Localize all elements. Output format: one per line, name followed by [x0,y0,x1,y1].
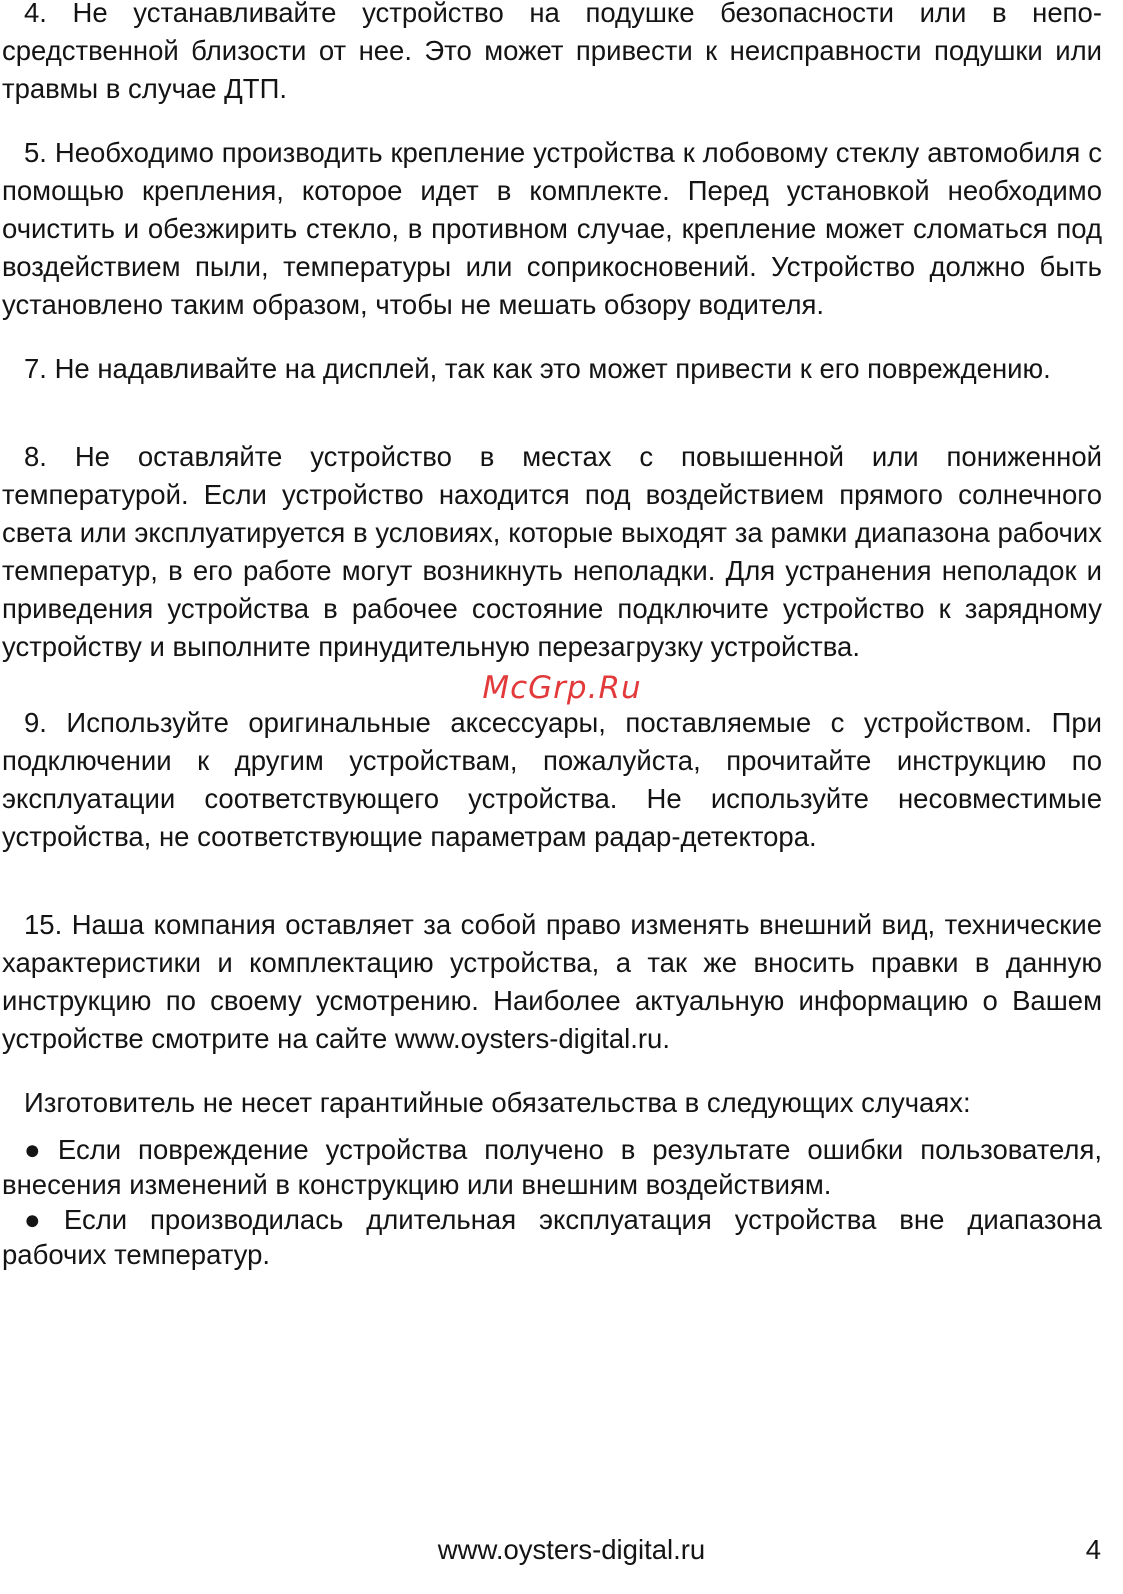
list-item [2,1132,1102,1202]
paragraph-9: 9. Используйте оригинальные аксессуары, поставляемые с устройством. При подключении к другим устройствам, пожалуйста, прочитайте инструкцию по эксплуатации соответствующего устройства. Не используйте несовместимые устройства, не соответствующие параметрам радар-детектора. [2,707,1102,852]
paragraph-15: 15. Наша компания оставляет за собой право изменять внешний вид, технические характеристики и комплектацию устройства, а так же вносить правки в данную инструкцию по своему усмотрению. Наиболее актуальную информацию о Вашем устройстве смотрите на сайте www.oysters-digital.ru. [2,909,1102,1054]
watermark-link[interactable]: McGrp.Ru [482,670,642,706]
paragraph-7: 7. Не надавливайте на дисплей, так как это может привести к его повреждению. [24,353,1051,384]
paragraph-8: 8. Не оставляйте устройство в местах с повышенной или пониженной температурой. Если устройство находится под воздействием прямого солнечного света или эксплуатируется в условиях, которые выходят за рамки диапазона рабочих температур, в его работе могут возникнуть неполадки. Для устранения неполадок и приведения устройства в рабочее состояние подключите устройство к зарядному устройству и выполните принудительную перезагрузку устройства. [2,441,1102,662]
list-item-text: Если производилась длительная эксплуатация устройства вне диапазона рабочих температур. [2,1204,1102,1270]
list-item [2,1202,1102,1272]
warranty-exclusions-list [2,1132,1102,1272]
bullet-icon: ● [24,1204,56,1235]
paragraph-5: 5. Необходимо производить крепление устройства к лобовому стеклу автомобиля с помощью крепления, которое идет в комплекте. Перед установкой необходимо очистить и обезжирить стекло, в противном случае, крепление может сломаться под воздействием пыли, температуры или соприкосновений. Устройство должно быть установлено таким образом, чтобы не мешать обзору водителя. [2,137,1102,320]
page-footer [0,1530,1123,1570]
paragraph-4: 4. Не устанавливайте устройство на подушке безопасности или в непосредственной близости от нее. Это может привести к неисправности подушки или травмы в случае ДТП. [2,0,1102,104]
list-item-text: Если повреждение устройства получено в результате ошибки пользователя, внесения изменений в конструкцию или внешним воздействиям. [2,1134,1102,1200]
page-number: 4 [1085,1534,1101,1565]
warranty-intro: Изготовитель не несет гарантийные обязательства в следующих случаях: [24,1087,971,1118]
bullet-icon: ● [24,1134,50,1165]
page-content [2,0,1102,1272]
footer-website-url: www.oysters-digital.ru [437,1534,706,1565]
